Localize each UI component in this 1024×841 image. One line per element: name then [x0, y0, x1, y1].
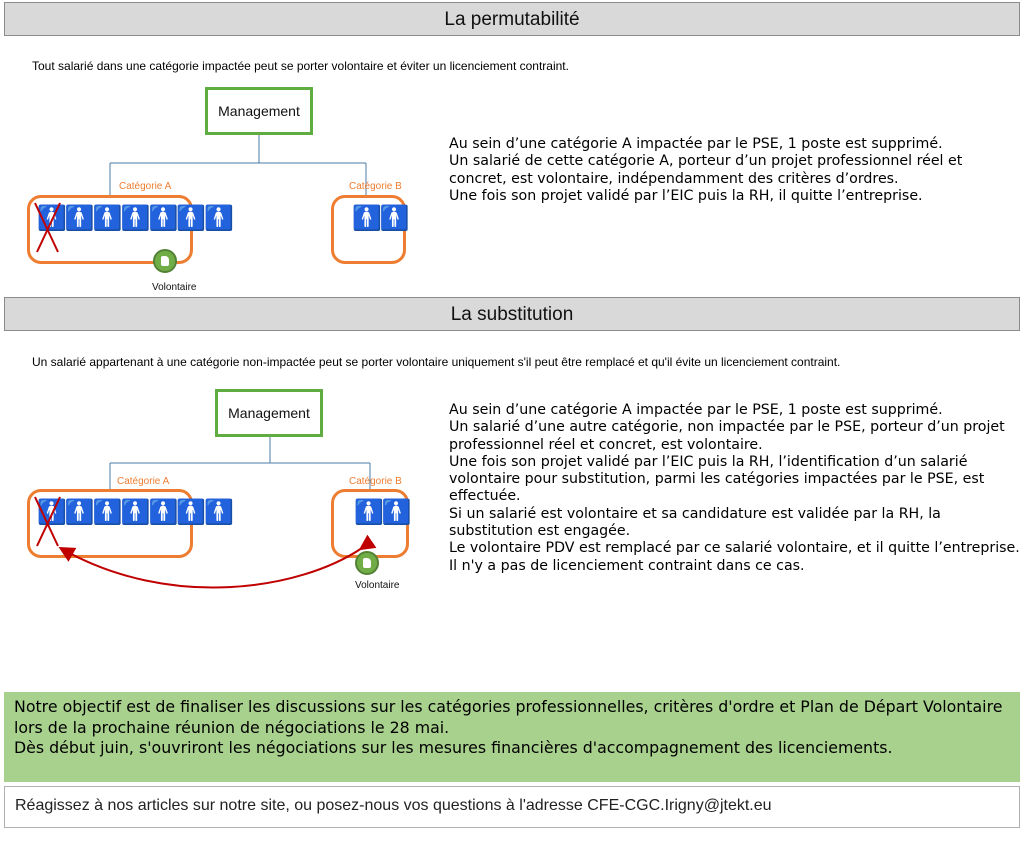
paragraph: Un salarié de cette catégorie A, porteur d’un projet professionnel réel et concret, est volontaire, indépendamment des critères d’ordres. — [449, 153, 963, 187]
section-title-substitution: La substitution — [4, 297, 1020, 331]
footer-contact: Réagissez à nos articles sur notre site, ou posez-nous vos questions à l'adresse CFE-CGC.Irigny@jtekt.eu — [4, 786, 1020, 828]
section2-description — [449, 402, 1021, 575]
paragraph: Le volontaire PDV est remplacé par ce salarié volontaire, et il quitte l’entreprise. — [449, 540, 1020, 557]
category-a-label: Catégorie A — [119, 181, 172, 192]
paragraph: Une fois son projet validé par l’EIC puis la RH, il quitte l’entreprise. — [449, 187, 923, 204]
section-title-permutabilite: La permutabilité — [4, 2, 1020, 36]
people-icons-category-a: 🚹🚹🚹🚹🚹🚹🚹 — [37, 498, 233, 526]
category-b-label: Catégorie B — [349, 476, 402, 487]
paragraph: Au sein d’une catégorie A impactée par le PSE, 1 poste est supprimé. — [449, 402, 943, 418]
paragraph: Un salarié d’une autre catégorie, non impactée par le PSE, porteur d’un projet professionnel réel et concret, est volontaire. — [449, 419, 1005, 453]
volunteer-label: Volontaire — [152, 282, 197, 293]
people-icons-category-b: 🚹🚹 — [352, 204, 408, 232]
management-box: Management — [215, 389, 323, 437]
objective-text: Dès début juin, s'ouvriront les négociations sur les mesures financières d'accompagnement des licenciements. — [14, 738, 893, 757]
people-icons-category-a: 🚹🚹🚹🚹🚹🚹🚹 — [37, 204, 233, 232]
double-arrow-icon — [62, 548, 362, 588]
paragraph: Une fois son projet validé par l’EIC puis la RH, l’identification d’un salarié volontaire pour substitution, parmi les catégories impactées par le PSE, est effectuée. — [449, 453, 985, 505]
management-box: Management — [205, 87, 313, 135]
objective-box — [4, 692, 1020, 782]
crossed-person-icon — [35, 497, 58, 546]
volunteer-label: Volontaire — [355, 580, 400, 591]
objective-text: Notre objectif est de finaliser les discussions sur les catégories professionnelles, critères d'ordre et Plan de Départ Volontaire lors de la prochaine réunion de négociations le 28 mai. — [14, 697, 1003, 737]
paragraph: Si un salarié est volontaire et sa candidature est validée par la RH, la substitution est engagée. — [449, 505, 941, 540]
category-a-label: Catégorie A — [117, 476, 170, 487]
paragraph: Au sein d’une catégorie A impactée par le PSE, 1 poste est supprimé. — [449, 136, 943, 152]
paragraph: Il n'y a pas de licenciement contraint dans ce cas. — [449, 557, 805, 574]
section2-intro: Un salarié appartenant à une catégorie non-impactée peut se porter volontaire uniquement s'il peut être remplacé et qu'il évite un licenciement contraint. — [32, 355, 841, 369]
category-b-label: Catégorie B — [349, 181, 402, 192]
section1-intro: Tout salarié dans une catégorie impactée peut se porter volontaire et éviter un licenciement contraint. — [32, 59, 569, 73]
people-icons-category-b: 🚹🚹 — [354, 498, 410, 526]
